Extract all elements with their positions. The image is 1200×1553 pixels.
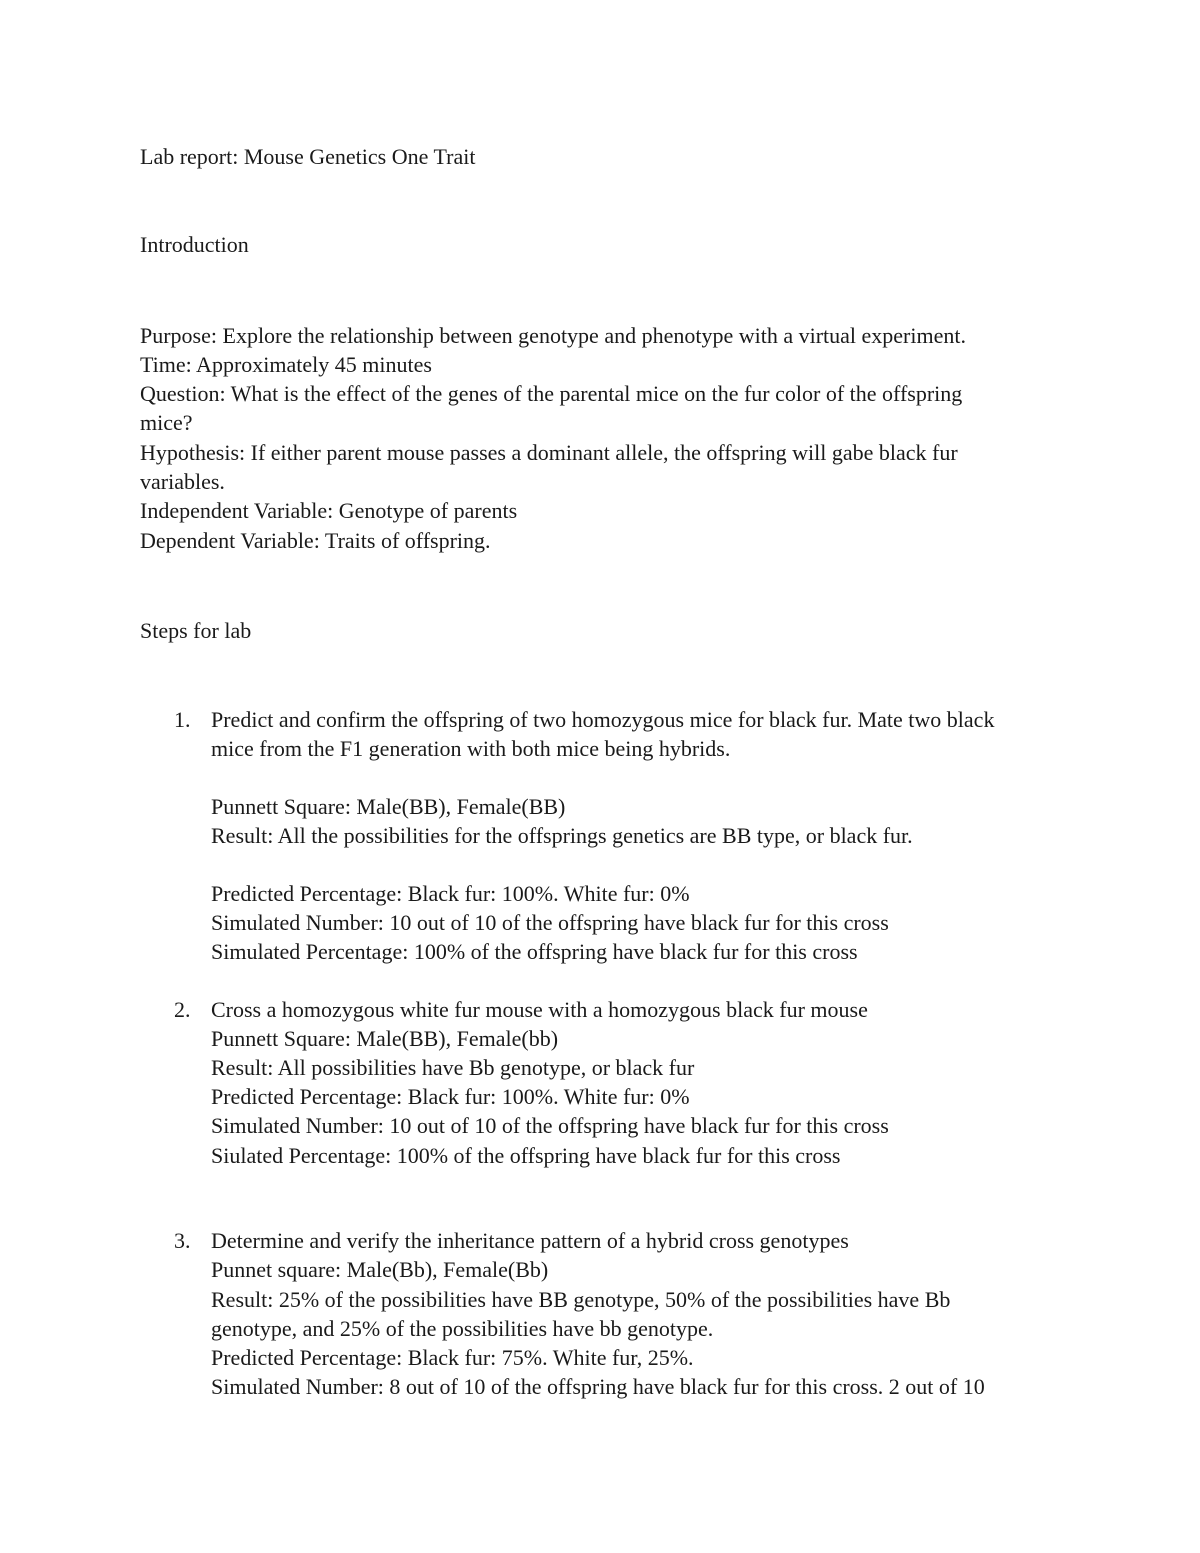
step-line: Punnett Square: Male(BB), Female(bb) <box>211 1026 559 1051</box>
hypothesis-text-continued: variables. <box>140 469 225 494</box>
question-text: Question: What is the effect of the genes of the parental mice on the fur color of the offspring <box>140 381 963 406</box>
step-number: 1. <box>174 707 191 732</box>
step-number: 2. <box>174 997 191 1022</box>
document-title: Lab report: Mouse Genetics One Trait <box>140 144 476 169</box>
dependent-variable-text: Dependent Variable: Traits of offspring. <box>140 528 491 553</box>
step-line: Result: 25% of the possibilities have BB genotype, 50% of the possibilities have Bb <box>211 1287 951 1312</box>
step-line: Determine and verify the inheritance pattern of a hybrid cross genotypes <box>211 1228 849 1253</box>
purpose-text: Purpose: Explore the relationship between genotype and phenotype with a virtual experiment. <box>140 323 966 348</box>
time-text: Time: Approximately 45 minutes <box>140 352 432 377</box>
step-line: mice from the F1 generation with both mice being hybrids. <box>211 736 731 761</box>
steps-heading: Steps for lab <box>140 618 252 643</box>
step-line: Simulated Number: 10 out of 10 of the offspring have black fur for this cross <box>211 910 889 935</box>
step-line: Simulated Percentage: 100% of the offspring have black fur for this cross <box>211 939 858 964</box>
step-line: Result: All the possibilities for the offsprings genetics are BB type, or black fur. <box>211 823 913 848</box>
independent-variable-text: Independent Variable: Genotype of parents <box>140 498 518 523</box>
question-text-continued: mice? <box>140 410 193 435</box>
step-line: Predicted Percentage: Black fur: 100%. White fur: 0% <box>211 881 690 906</box>
hypothesis-text: Hypothesis: If either parent mouse passes a dominant allele, the offspring will gabe black fur <box>140 440 958 465</box>
step-line: Punnett Square: Male(BB), Female(BB) <box>211 794 566 819</box>
step-line: Cross a homozygous white fur mouse with a homozygous black fur mouse <box>211 997 868 1022</box>
step-number: 3. <box>174 1228 191 1253</box>
step-line: Result: All possibilities have Bb genotype, or black fur <box>211 1055 695 1080</box>
step-line: Simulated Number: 8 out of 10 of the offspring have black fur for this cross. 2 out of 10 <box>211 1374 985 1399</box>
step-line: genotype, and 25% of the possibilities have bb genotype. <box>211 1316 714 1341</box>
step-line: Predicted Percentage: Black fur: 100%. White fur: 0% <box>211 1084 690 1109</box>
step-line: Simulated Number: 10 out of 10 of the offspring have black fur for this cross <box>211 1113 889 1138</box>
introduction-heading: Introduction <box>140 232 249 257</box>
step-line: Siulated Percentage: 100% of the offspring have black fur for this cross <box>211 1143 841 1168</box>
step-line: Predict and confirm the offspring of two homozygous mice for black fur. Mate two black <box>211 707 995 732</box>
step-line: Punnet square: Male(Bb), Female(Bb) <box>211 1257 549 1282</box>
step-line: Predicted Percentage: Black fur: 75%. White fur, 25%. <box>211 1345 694 1370</box>
